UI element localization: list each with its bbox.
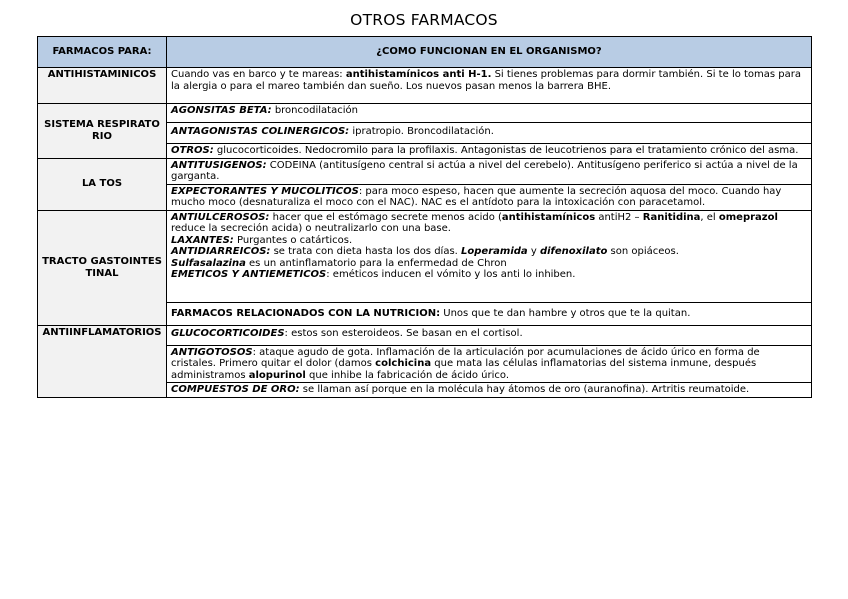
table-row bbox=[38, 68, 812, 104]
description-cell: ANTIULCEROSOS: hacer que el estómago secrete menos acido (antihistamínicos antiH2 – Ranitidina, el omeprazol reduce la secreción acida) o neutralizarlo con una base. LAXANTES: Purgantes o catárticos. ANTIDIARREICOS: se trata con dieta hasta los dos días. Loperamida y difenoxilato son opiáceos. Sulfasalazina es un antinflamatorio para la enfermedad de Chron EMETICOS Y ANTIEMETICOS: eméticos inducen el vómito y los anti lo inhiben. bbox=[167, 210, 812, 302]
table-row bbox=[38, 104, 812, 123]
description-cell: OTROS: glucocorticoides. Nedocromilo para la profilaxis. Antagonistas de leucotrienos para el tratamiento crónico del asma. bbox=[167, 144, 812, 159]
description-cell: ANTITUSIGENOS: CODEINA (antitusígeno central si actúa a nivel del cerebelo). Antitusígeno periferico si actúa a nivel de la garganta. bbox=[167, 158, 812, 184]
description-cell: Cuando vas en barco y te mareas: antihistamínicos anti H-1. Si tienes problemas para dormir también. Si te lo tomas para la alergia o para el mareo también dan sueño. Los nuevos pasan menos la barrera BHE. bbox=[167, 68, 812, 104]
header-como-funcionan: ¿COMO FUNCIONAN EN EL ORGANISMO? bbox=[167, 37, 812, 68]
table-row bbox=[38, 210, 812, 302]
description-cell: FARMACOS RELACIONADOS CON LA NUTRICION: Unos que te dan hambre y otros que te la quitan. bbox=[167, 302, 812, 325]
description-cell: ANTAGONISTAS COLINERGICOS: ipratropio. Broncodilatación. bbox=[167, 123, 812, 144]
description-cell: EXPECTORANTES Y MUCOLITICOS: para moco espeso, hacen que aumente la secreción aquosa del moco. Cuando hay mucho moco (desnaturaliza el moco con el NAC). NAC es el antídoto para la intoxicación con paracetamol. bbox=[167, 184, 812, 210]
category-antiinflamatorios: ANTIINFLAMATORIOS bbox=[38, 325, 167, 397]
pharma-table bbox=[37, 36, 812, 398]
description-cell: ANTIGOTOSOS: ataque agudo de gota. Inflamación de la articulación por acumulaciones de ácido úrico en forma de cristales. Primero quitar el dolor (damos colchicina que mata las células inflamatorias del sistema inmune, después administramos alopurinol que inhibe la fabricación de ácido úrico. bbox=[167, 345, 812, 383]
category-gastrointestinal: TRACTO GASTOINTESTINAL bbox=[38, 210, 167, 325]
description-cell: AGONSITAS BETA: broncodilatación bbox=[167, 104, 812, 123]
table-row bbox=[38, 158, 812, 184]
description-cell: COMPUESTOS DE ORO: se llaman así porque en la molécula hay átomos de oro (auranofina). Artritis reumatoide. bbox=[167, 383, 812, 398]
category-tos: LA TOS bbox=[38, 158, 167, 210]
page-title: OTROS FARMACOS bbox=[350, 11, 498, 29]
category-antihistaminicos: ANTIHISTAMINICOS bbox=[38, 68, 167, 104]
description-cell: GLUCOCORTICOIDES: estos son esteroideos. Se basan en el cortisol. bbox=[167, 325, 812, 345]
table-header-row bbox=[38, 37, 812, 68]
table-row bbox=[38, 325, 812, 345]
category-respiratorio: SISTEMA RESPIRATORIO bbox=[38, 104, 167, 159]
header-farmacos-para: FARMACOS PARA: bbox=[38, 37, 167, 68]
